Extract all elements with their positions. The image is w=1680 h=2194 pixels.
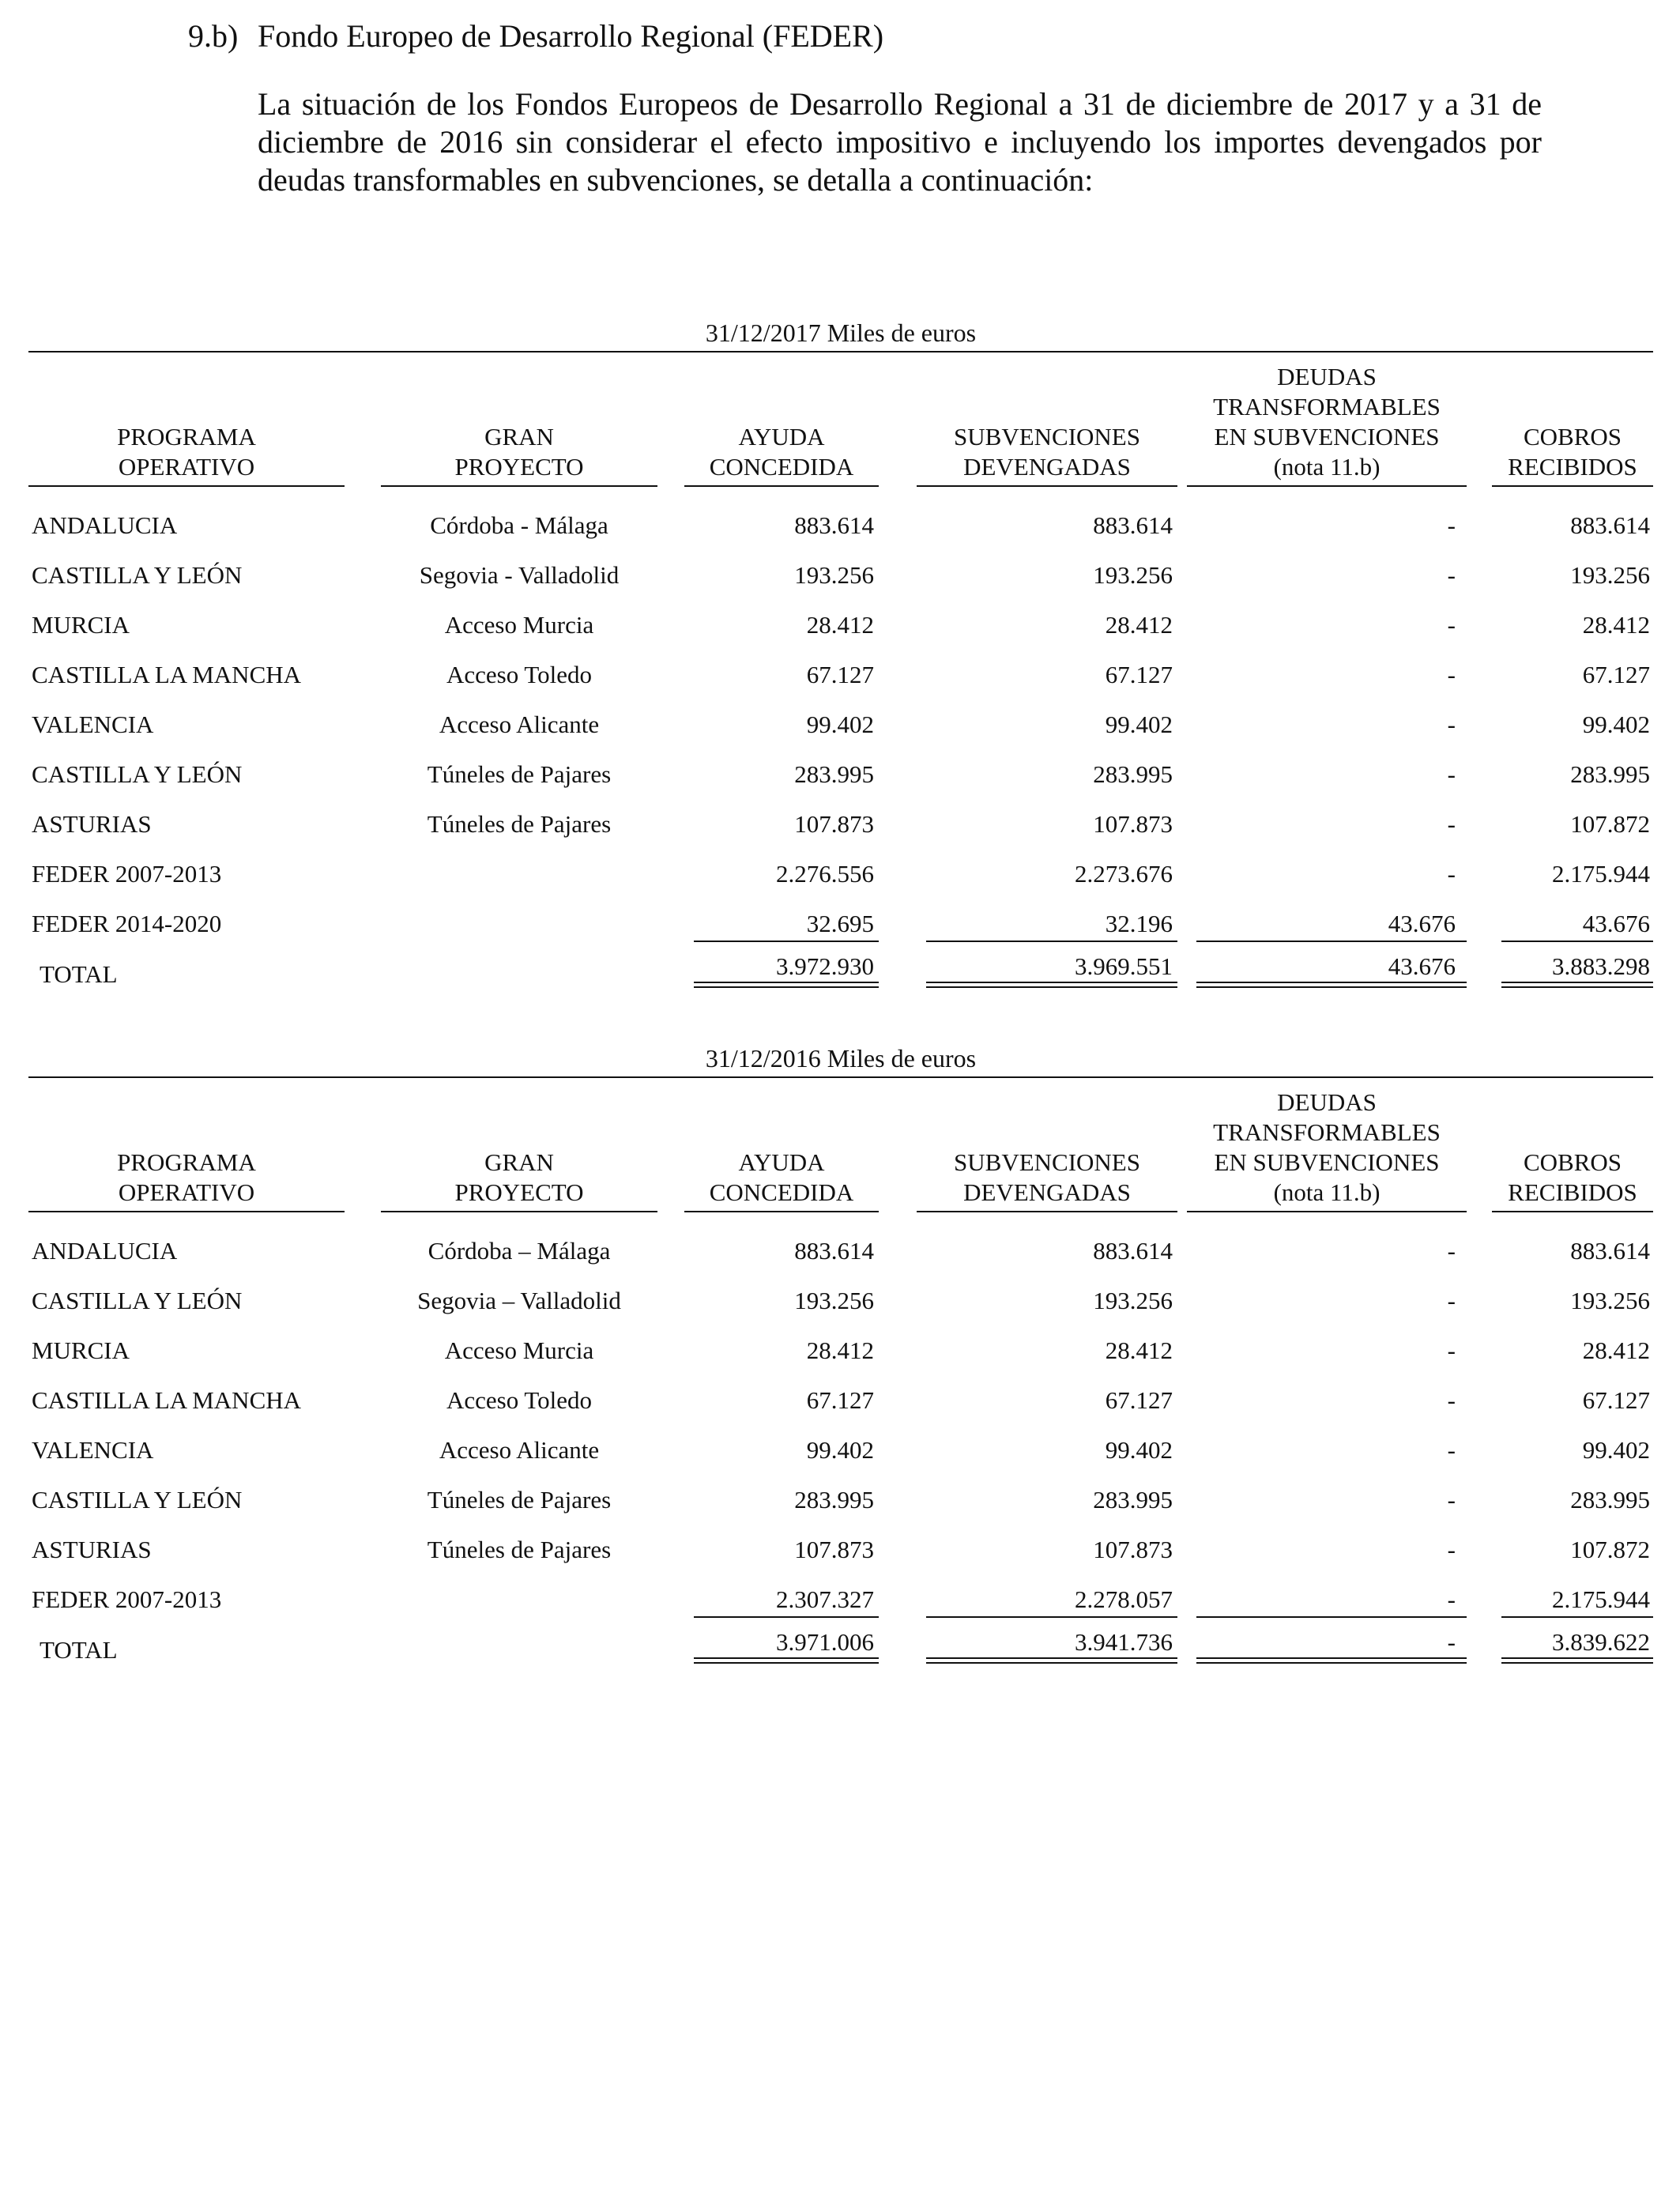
header-line: DEVENGADAS <box>963 1178 1131 1206</box>
programa-cell: CASTILLA Y LEÓN <box>32 1486 243 1514</box>
header-underline <box>381 1211 657 1212</box>
ayuda-cell: 193.256 <box>794 1287 874 1314</box>
table-caption: 31/12/2017 Miles de euros <box>705 319 977 347</box>
total-double-rule <box>1501 982 1653 988</box>
header-line: CONCEDIDA <box>709 453 854 481</box>
table-caption: 31/12/2016 Miles de euros <box>705 1044 977 1072</box>
table-top-rule <box>28 351 1653 352</box>
total-ayuda-cell: 3.972.930 <box>776 952 874 980</box>
header-line: GRAN <box>484 1148 554 1176</box>
cobros-cell: 107.872 <box>1570 1536 1650 1563</box>
total-ayuda-cell: 3.971.006 <box>776 1628 874 1656</box>
ayuda-cell: 67.127 <box>806 1386 874 1414</box>
cobros-cell: 28.412 <box>1582 611 1650 639</box>
ayuda-cell: 883.614 <box>794 511 874 539</box>
subtotal-rule <box>1196 1616 1467 1618</box>
header-line: DEUDAS <box>1277 363 1377 390</box>
deudas-cell: - <box>1447 1585 1456 1613</box>
ayuda-cell: 883.614 <box>794 1237 874 1265</box>
header-underline <box>1187 1211 1467 1212</box>
table-2017 <box>28 318 1653 1029</box>
column-header-deudas <box>1187 1088 1467 1208</box>
ayuda-cell: 2.276.556 <box>776 860 874 888</box>
deudas-cell: - <box>1447 1386 1456 1414</box>
header-line: RECIBIDOS <box>1508 453 1637 481</box>
gran-proyecto-cell: Córdoba – Málaga <box>428 1237 611 1265</box>
cobros-cell: 883.614 <box>1570 511 1650 539</box>
deudas-cell: - <box>1447 1237 1456 1265</box>
subtotal-rule <box>694 941 879 942</box>
header-line: COBROS <box>1523 423 1622 450</box>
gran-proyecto-cell: Córdoba - Málaga <box>430 511 608 539</box>
cobros-cell: 283.995 <box>1570 1486 1650 1514</box>
subvenciones-cell: 32.196 <box>1105 910 1173 937</box>
deudas-cell: - <box>1447 611 1456 639</box>
header-line: PROYECTO <box>454 1178 584 1206</box>
subvenciones-cell: 2.273.676 <box>1075 860 1173 888</box>
total-double-rule <box>694 982 879 988</box>
header-underline <box>684 485 879 487</box>
total-subvenciones-cell: 3.969.551 <box>1075 952 1173 980</box>
subvenciones-cell: 283.995 <box>1093 1486 1173 1514</box>
programa-cell: CASTILLA Y LEÓN <box>32 1287 243 1314</box>
subvenciones-cell: 883.614 <box>1093 511 1173 539</box>
programa-cell: ASTURIAS <box>32 1536 152 1563</box>
gran-proyecto-cell: Túneles de Pajares <box>427 810 612 838</box>
programa-cell: ANDALUCIA <box>32 1237 178 1265</box>
deudas-cell: - <box>1447 1287 1456 1314</box>
column-header-subvenciones <box>917 422 1177 482</box>
header-line: TRANSFORMABLES <box>1213 393 1441 420</box>
header-line: AYUDA <box>738 423 825 450</box>
header-underline <box>381 485 657 487</box>
column-header-programa <box>28 1148 345 1208</box>
header-line: SUBVENCIONES <box>954 1148 1140 1176</box>
subtotal-rule <box>694 1616 879 1618</box>
column-header-gran-proyecto <box>381 1148 657 1208</box>
ayuda-cell: 107.873 <box>794 810 874 838</box>
column-header-cobros <box>1492 422 1653 482</box>
total-cobros-cell: 3.839.622 <box>1552 1628 1650 1656</box>
header-underline <box>28 1211 345 1212</box>
programa-cell: FEDER 2014-2020 <box>32 910 222 937</box>
column-header-gran-proyecto <box>381 422 657 482</box>
programa-cell: VALENCIA <box>32 711 154 738</box>
total-double-rule <box>926 982 1177 988</box>
programa-cell: CASTILLA Y LEÓN <box>32 561 243 589</box>
cobros-cell: 99.402 <box>1582 1436 1650 1464</box>
table-top-rule <box>28 1076 1653 1078</box>
cobros-cell: 283.995 <box>1570 760 1650 788</box>
gran-proyecto-cell: Acceso Toledo <box>446 1386 593 1414</box>
subtotal-rule <box>1196 941 1467 942</box>
header-line: PROGRAMA <box>117 423 256 450</box>
programa-cell: CASTILLA Y LEÓN <box>32 760 243 788</box>
subtotal-rule <box>926 941 1177 942</box>
subvenciones-cell: 283.995 <box>1093 760 1173 788</box>
header-line: OPERATIVO <box>118 1178 255 1206</box>
subtotal-rule <box>926 1616 1177 1618</box>
deudas-cell: - <box>1447 711 1456 738</box>
ayuda-cell: 2.307.327 <box>776 1585 874 1613</box>
deudas-cell: - <box>1447 860 1456 888</box>
deudas-cell: - <box>1447 1486 1456 1514</box>
deudas-cell: - <box>1447 810 1456 838</box>
subvenciones-cell: 2.278.057 <box>1075 1585 1173 1613</box>
gran-proyecto-cell: Segovia - Valladolid <box>419 561 620 589</box>
header-line: TRANSFORMABLES <box>1213 1118 1441 1146</box>
subvenciones-cell: 99.402 <box>1105 711 1173 738</box>
section-title: Fondo Europeo de Desarrollo Regional (FEDER) <box>258 18 884 54</box>
subvenciones-cell: 67.127 <box>1105 661 1173 688</box>
cobros-cell: 2.175.944 <box>1552 860 1650 888</box>
cobros-cell: 2.175.944 <box>1552 1585 1650 1613</box>
gran-proyecto-cell: Acceso Murcia <box>444 1336 594 1364</box>
cobros-cell: 193.256 <box>1570 561 1650 589</box>
header-line: DEVENGADAS <box>963 453 1131 481</box>
cobros-cell: 193.256 <box>1570 1287 1650 1314</box>
total-double-rule <box>1501 1657 1653 1664</box>
programa-cell: FEDER 2007-2013 <box>32 1585 222 1613</box>
deudas-cell: - <box>1447 1536 1456 1563</box>
ayuda-cell: 193.256 <box>794 561 874 589</box>
ayuda-cell: 28.412 <box>806 1336 874 1364</box>
header-line: DEUDAS <box>1277 1088 1377 1116</box>
section-number: 9.b) <box>188 18 239 54</box>
cobros-cell: 67.127 <box>1582 661 1650 688</box>
gran-proyecto-cell: Acceso Alicante <box>439 711 600 738</box>
header-line: (nota 11.b) <box>1273 1178 1381 1206</box>
header-underline <box>28 485 345 487</box>
header-line: (nota 11.b) <box>1273 453 1381 481</box>
cobros-cell: 43.676 <box>1582 910 1650 937</box>
programa-cell: ANDALUCIA <box>32 511 178 539</box>
subtotal-rule <box>1501 941 1653 942</box>
ayuda-cell: 99.402 <box>806 711 874 738</box>
programa-cell: VALENCIA <box>32 1436 154 1464</box>
header-underline <box>917 1211 1177 1212</box>
gran-proyecto-cell: Segovia – Valladolid <box>417 1287 621 1314</box>
header-line: EN SUBVENCIONES <box>1214 1148 1440 1176</box>
header-underline <box>1492 485 1653 487</box>
programa-cell: MURCIA <box>32 611 130 639</box>
ayuda-cell: 28.412 <box>806 611 874 639</box>
subvenciones-cell: 28.412 <box>1105 611 1173 639</box>
subvenciones-cell: 193.256 <box>1093 1287 1173 1314</box>
column-header-programa <box>28 422 345 482</box>
header-underline <box>1187 485 1467 487</box>
cobros-cell: 28.412 <box>1582 1336 1650 1364</box>
ayuda-cell: 107.873 <box>794 1536 874 1563</box>
gran-proyecto-cell: Acceso Alicante <box>439 1436 600 1464</box>
column-header-deudas <box>1187 362 1467 482</box>
subvenciones-cell: 193.256 <box>1093 561 1173 589</box>
total-deudas-cell: 43.676 <box>1388 952 1456 980</box>
deudas-cell: - <box>1447 1436 1456 1464</box>
cobros-cell: 107.872 <box>1570 810 1650 838</box>
ayuda-cell: 32.695 <box>806 910 874 937</box>
header-line: EN SUBVENCIONES <box>1214 423 1440 450</box>
header-line: GRAN <box>484 423 554 450</box>
total-programa-cell: TOTAL <box>40 1636 118 1664</box>
header-line: SUBVENCIONES <box>954 423 1140 450</box>
gran-proyecto-cell: Acceso Toledo <box>446 661 593 688</box>
deudas-cell: 43.676 <box>1388 910 1456 937</box>
ayuda-cell: 67.127 <box>806 661 874 688</box>
cobros-cell: 99.402 <box>1582 711 1650 738</box>
subvenciones-cell: 107.873 <box>1093 810 1173 838</box>
subvenciones-cell: 99.402 <box>1105 1436 1173 1464</box>
gran-proyecto-cell: Túneles de Pajares <box>427 1536 612 1563</box>
total-double-rule <box>1196 1657 1467 1664</box>
programa-cell: FEDER 2007-2013 <box>32 860 222 888</box>
column-header-ayuda <box>684 422 879 482</box>
total-cobros-cell: 3.883.298 <box>1552 952 1650 980</box>
header-line: AYUDA <box>738 1148 825 1176</box>
gran-proyecto-cell: Túneles de Pajares <box>427 1486 612 1514</box>
gran-proyecto-cell: Acceso Murcia <box>444 611 594 639</box>
column-header-cobros <box>1492 1148 1653 1208</box>
column-header-subvenciones <box>917 1148 1177 1208</box>
cobros-cell: 883.614 <box>1570 1237 1650 1265</box>
subvenciones-cell: 107.873 <box>1093 1536 1173 1563</box>
gran-proyecto-cell: Túneles de Pajares <box>427 760 612 788</box>
ayuda-cell: 283.995 <box>794 1486 874 1514</box>
header-line: CONCEDIDA <box>709 1178 854 1206</box>
column-header-ayuda <box>684 1148 879 1208</box>
programa-cell: ASTURIAS <box>32 810 152 838</box>
total-double-rule <box>1196 982 1467 988</box>
header-underline <box>1492 1211 1653 1212</box>
cobros-cell: 67.127 <box>1582 1386 1650 1414</box>
table-2016 <box>28 1043 1653 1755</box>
header-underline <box>684 1211 879 1212</box>
ayuda-cell: 99.402 <box>806 1436 874 1464</box>
header-line: PROGRAMA <box>117 1148 256 1176</box>
header-line: OPERATIVO <box>118 453 255 481</box>
subtotal-rule <box>1501 1616 1653 1618</box>
deudas-cell: - <box>1447 760 1456 788</box>
deudas-cell: - <box>1447 661 1456 688</box>
subvenciones-cell: 883.614 <box>1093 1237 1173 1265</box>
total-double-rule <box>926 1657 1177 1664</box>
header-underline <box>917 485 1177 487</box>
header-line: COBROS <box>1523 1148 1622 1176</box>
programa-cell: MURCIA <box>32 1336 130 1364</box>
subvenciones-cell: 28.412 <box>1105 1336 1173 1364</box>
subvenciones-cell: 67.127 <box>1105 1386 1173 1414</box>
header-line: PROYECTO <box>454 453 584 481</box>
intro-paragraph: La situación de los Fondos Europeos de Desarrollo Regional a 31 de diciembre de 2017 y a 31 de diciembre de 2016 sin considerar el efecto impositivo e incluyendo los importes devengados por deudas transformables en subvenciones, se detalla a continuación: <box>258 86 1542 198</box>
programa-cell: CASTILLA LA MANCHA <box>32 1386 302 1414</box>
total-deudas-cell: - <box>1447 1628 1456 1656</box>
deudas-cell: - <box>1447 1336 1456 1364</box>
total-double-rule <box>694 1657 879 1664</box>
deudas-cell: - <box>1447 511 1456 539</box>
header-line: RECIBIDOS <box>1508 1178 1637 1206</box>
ayuda-cell: 283.995 <box>794 760 874 788</box>
total-subvenciones-cell: 3.941.736 <box>1075 1628 1173 1656</box>
programa-cell: CASTILLA LA MANCHA <box>32 661 302 688</box>
section-heading <box>188 17 883 55</box>
total-programa-cell: TOTAL <box>40 960 118 988</box>
deudas-cell: - <box>1447 561 1456 589</box>
